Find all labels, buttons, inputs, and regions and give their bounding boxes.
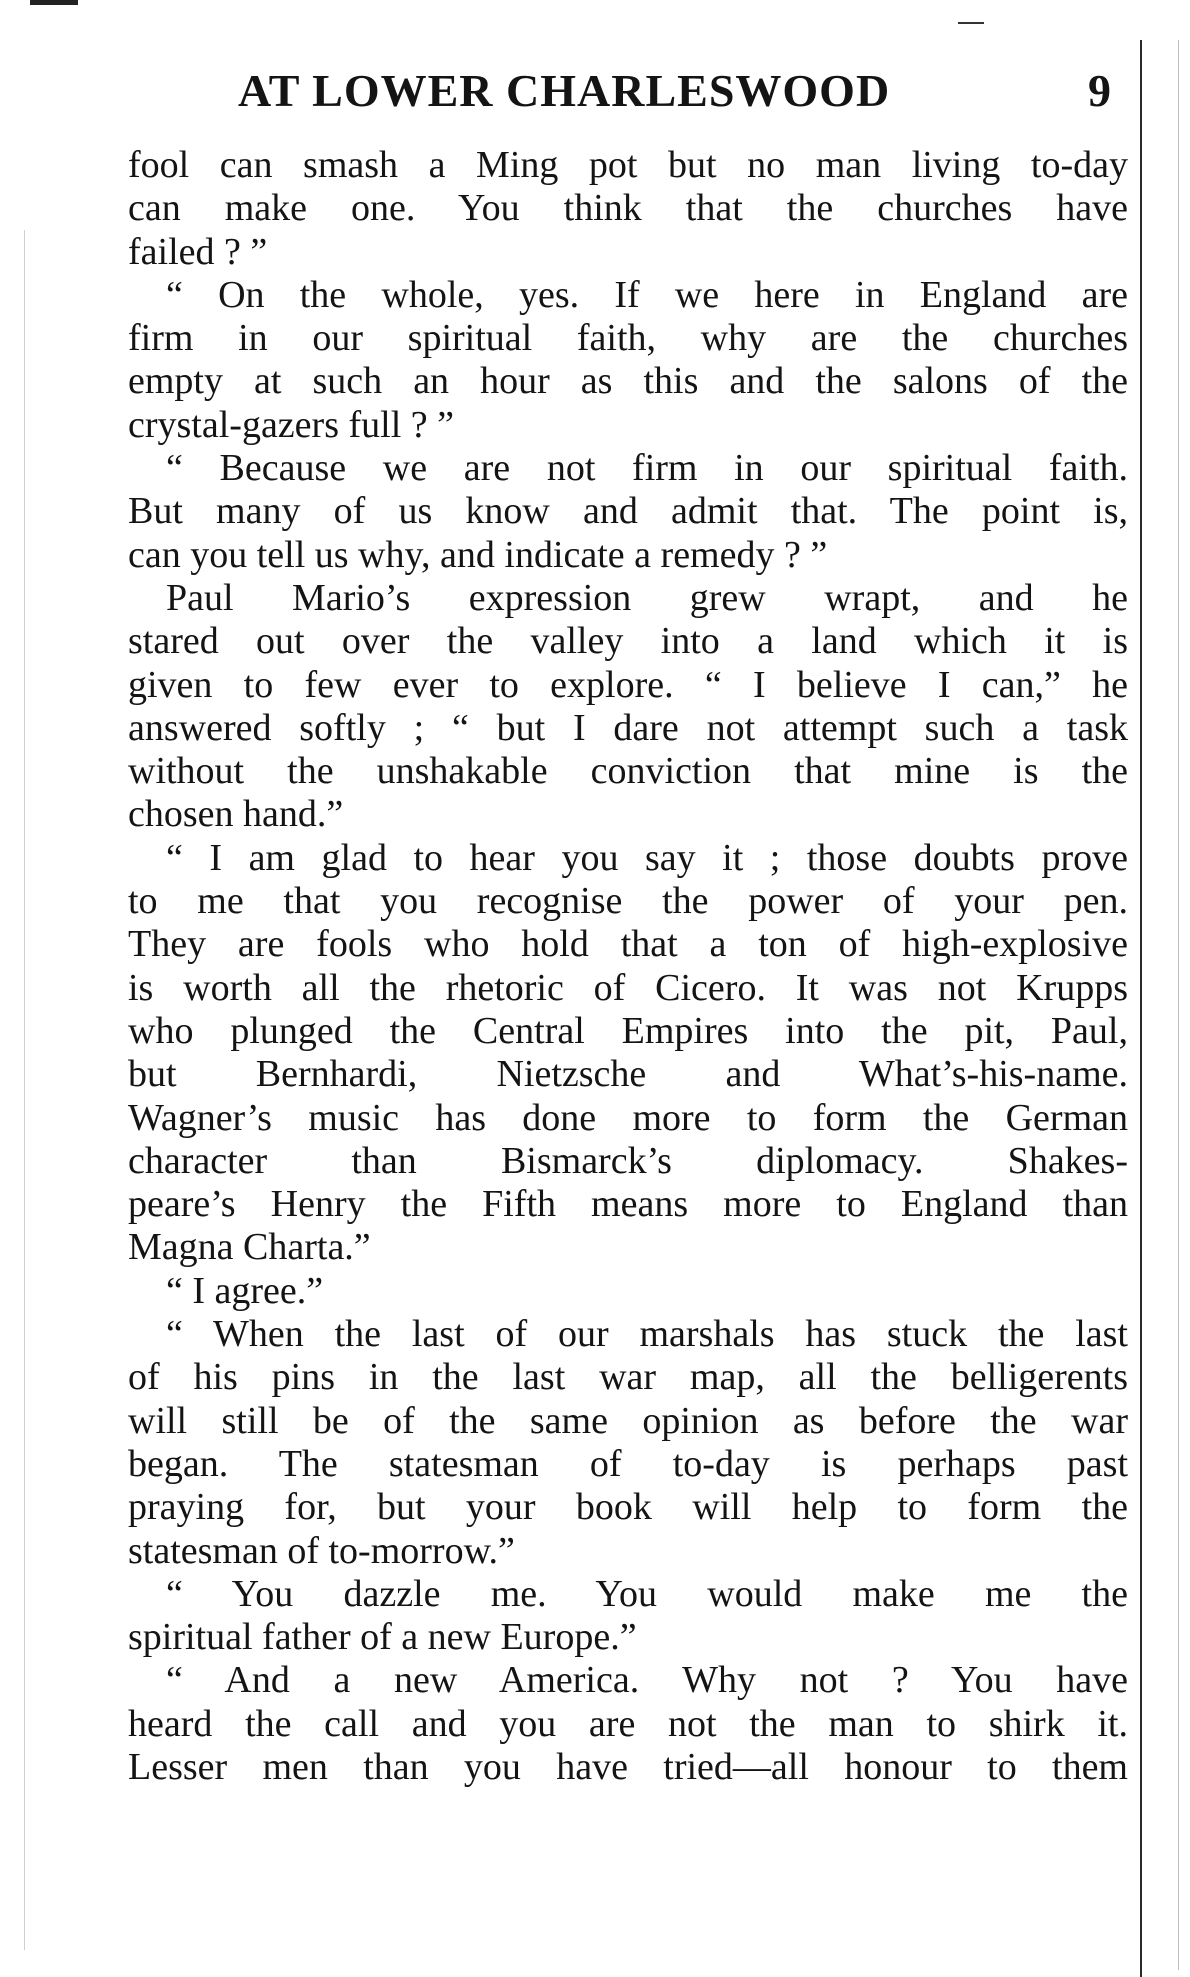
text-line: will still be of the same opinion as before the war — [128, 1399, 1128, 1442]
text-line: crystal-gazers full ? ” — [128, 403, 454, 446]
page-title: AT LOWER CHARLESWOOD — [238, 65, 891, 116]
body-text — [128, 144, 1128, 1789]
text-line: without the unshakable conviction that mine is the — [128, 750, 1128, 793]
page-edge-left — [24, 230, 25, 1950]
text-line: spiritual father of a new Europe.” — [128, 1616, 637, 1659]
text-line: began. The statesman of to-day is perhaps past — [128, 1442, 1128, 1485]
text-line: “ When the last of our marshals has stuck the last — [166, 1313, 1128, 1356]
text-line: character than Bismarck’s diplomacy. Shakes- — [128, 1139, 1128, 1182]
text-line: failed ? ” — [128, 230, 268, 273]
text-line: “ Because we are not firm in our spiritual faith. — [166, 447, 1128, 490]
text-line: Lesser men than you have tried—all honour to them — [128, 1745, 1128, 1788]
running-head — [0, 64, 1190, 124]
text-line: stared out over the valley into a land which it is — [128, 620, 1128, 663]
text-line: “ I agree.” — [166, 1269, 324, 1312]
page-number: 9 — [1088, 65, 1111, 116]
text-line: firm in our spiritual faith, why are the churches — [128, 317, 1128, 360]
text-line: heard the call and you are not the man to shirk it. — [128, 1702, 1128, 1745]
text-line: can you tell us why, and indicate a remedy ? ” — [128, 533, 828, 576]
text-line: fool can smash a Ming pot but no man living to-day — [128, 144, 1128, 186]
text-line: who plunged the Central Empires into the pit, Paul, — [128, 1009, 1128, 1052]
text-line: is worth all the rhetoric of Cicero. It was not Krupps — [128, 966, 1128, 1009]
text-line: can make one. You think that the churches have — [128, 187, 1128, 230]
text-line: but Bernhardi, Nietzsche and What’s-his-name. — [128, 1053, 1128, 1096]
text-line: answered softly ; “ but I dare not attempt such a task — [128, 706, 1128, 749]
text-line: empty at such an hour as this and the salons of the — [128, 360, 1128, 403]
text-line: But many of us know and admit that. The point is, — [128, 490, 1128, 533]
text-line: of his pins in the last war map, all the belligerents — [128, 1356, 1128, 1399]
scan-edge-right — [1178, 40, 1179, 1970]
text-line: peare’s Henry the Fifth means more to England than — [128, 1183, 1128, 1226]
scan-mark-top-left — [30, 0, 78, 5]
text-line: “ I am glad to hear you say it ; those doubts prove — [166, 836, 1128, 879]
text-line: chosen hand.” — [128, 793, 344, 836]
text-line: “ And a new America. Why not ? You have — [166, 1659, 1128, 1702]
text-line: Wagner’s music has done more to form the German — [128, 1096, 1128, 1139]
text-line: “ You dazzle me. You would make me the — [166, 1572, 1128, 1615]
text-line: Paul Mario’s expression grew wrapt, and he — [166, 576, 1128, 619]
text-line: praying for, but your book will help to form the — [128, 1486, 1128, 1529]
page-edge-right — [1140, 40, 1142, 1977]
text-line: “ On the whole, yes. If we here in England are — [166, 273, 1128, 316]
scan-mark-top-right — [958, 22, 984, 24]
text-line: to me that you recognise the power of your pen. — [128, 880, 1128, 923]
text-line: given to few ever to explore. “ I believe I can,” he — [128, 663, 1128, 706]
text-line: Magna Charta.” — [128, 1226, 371, 1269]
text-line: statesman of to-morrow.” — [128, 1529, 515, 1572]
text-line: They are fools who hold that a ton of high-explosive — [128, 923, 1128, 966]
